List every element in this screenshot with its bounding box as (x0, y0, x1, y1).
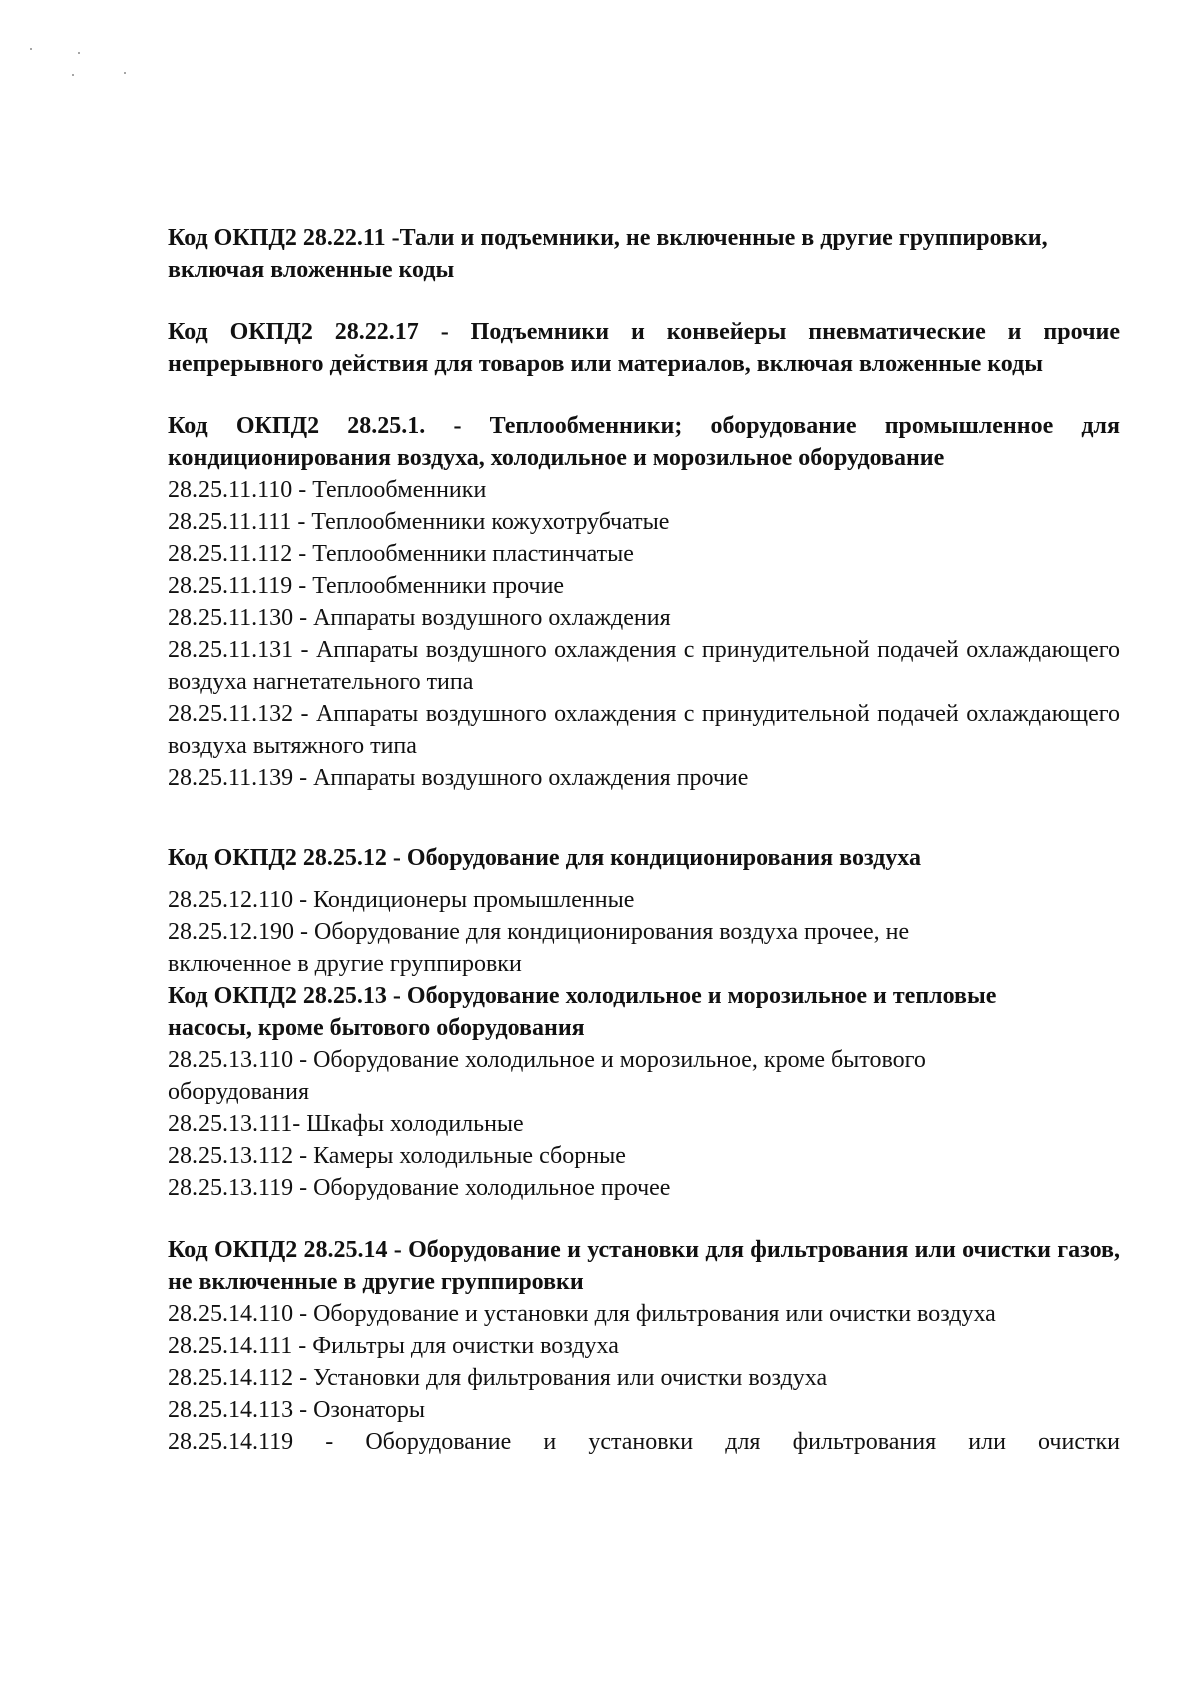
section-heading-28-22-17: Код ОКПД2 28.22.17 - Подъемники и конвейеры пневматические и прочие непрерывного действия для товаров или материалов, включая вложенные коды (168, 319, 1120, 377)
list-item: 28.25.11.130 - Аппараты воздушного охлаждения (168, 605, 671, 631)
section-heading-28-25-12: Код ОКПД2 28.25.12 - Оборудование для кондиционирования воздуха (168, 845, 921, 871)
section-heading-28-25-1: Код ОКПД2 28.25.1. - Теплообменники; оборудование промышленное для кондиционирования воздуха, холодильное и морозильное оборудование (168, 413, 1120, 471)
list-item: 28.25.14.119 - Оборудование и установки для фильтрования или очистки (168, 1429, 1120, 1455)
list-item: 28.25.11.139 - Аппараты воздушного охлаждения прочие (168, 765, 749, 791)
section-heading-28-25-13: Код ОКПД2 28.25.13 - Оборудование холодильное и морозильное и тепловые насосы, кроме бытового оборудования (168, 983, 997, 1041)
section-heading-28-25-14: Код ОКПД2 28.25.14 - Оборудование и установки для фильтрования или очистки газов, не включенные в другие группировки (168, 1237, 1120, 1295)
list-item: 28.25.11.131 - Аппараты воздушного охлаждения с принудительной подачей охлаждающего воздуха нагнетательного типа (168, 637, 1120, 695)
list-item: 28.25.14.113 - Озонаторы (168, 1397, 425, 1423)
list-item: 28.25.11.132 - Аппараты воздушного охлаждения с принудительной подачей охлаждающего воздуха вытяжного типа (168, 701, 1120, 759)
scan-speck (124, 72, 126, 74)
list-item: 28.25.11.119 - Теплообменники прочие (168, 573, 565, 599)
scan-speck (78, 52, 80, 54)
list-item: 28.25.11.110 - Теплообменники (168, 477, 487, 503)
list-item: 28.25.13.119 - Оборудование холодильное прочее (168, 1175, 671, 1201)
list-item: 28.25.14.110 - Оборудование и установки для фильтрования или очистки воздуха (168, 1301, 996, 1327)
list-item: 28.25.11.112 - Теплообменники пластинчатые (168, 541, 634, 567)
list-item: 28.25.13.111- Шкафы холодильные (168, 1111, 524, 1137)
list-item: 28.25.13.112 - Камеры холодильные сборные (168, 1143, 626, 1169)
list-item: 28.25.11.111 - Теплообменники кожухотрубчатые (168, 509, 670, 535)
list-item: 28.25.14.111 - Фильтры для очистки воздуха (168, 1333, 619, 1359)
list-item: 28.25.13.110 - Оборудование холодильное и морозильное, кроме бытового оборудования (168, 1047, 926, 1105)
list-item: 28.25.12.190 - Оборудование для кондиционирования воздуха прочее, не включенное в другие группировки (168, 919, 910, 977)
list-item: 28.25.14.112 - Установки для фильтрования или очистки воздуха (168, 1365, 828, 1391)
section-heading-28-22-11: Код ОКПД2 28.22.11 -Тали и подъемники, не включенные в другие группировки, включая вложенные коды (168, 225, 1048, 283)
document-body (168, 222, 1120, 1458)
scan-speck (30, 48, 32, 50)
list-item: 28.25.12.110 - Кондиционеры промышленные (168, 887, 635, 913)
scan-speck (72, 74, 74, 76)
